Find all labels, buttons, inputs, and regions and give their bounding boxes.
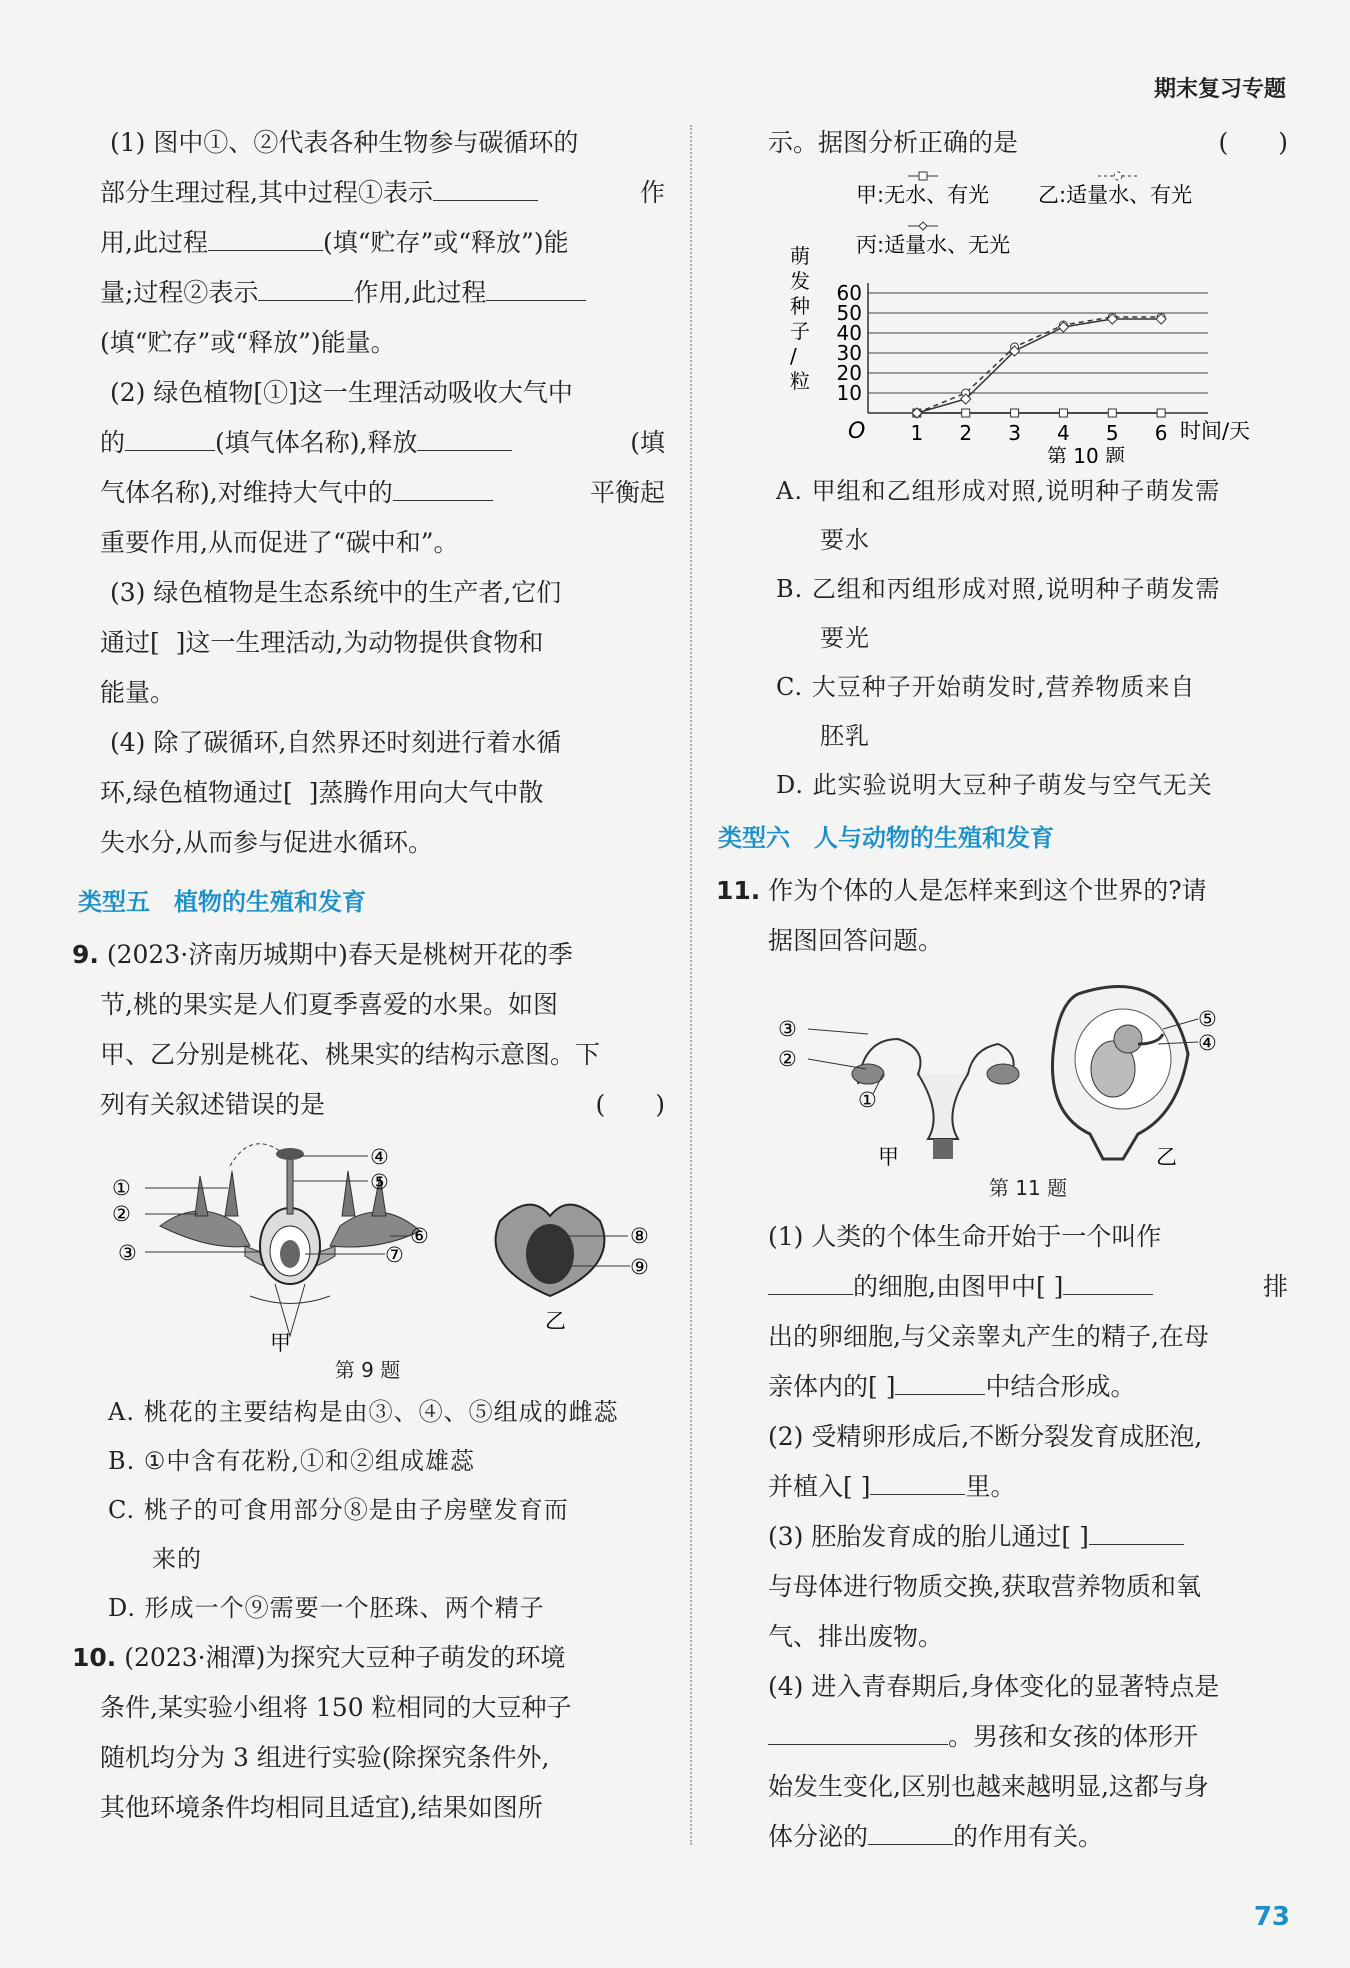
chart-ylabel: 萌发种子/粒 — [790, 244, 810, 393]
marker-5: ⑤ — [370, 1170, 389, 1194]
question-8-part-2: (2) 绿色植物[①]这一生理活动吸收大气中 的 (填气体名称),释放 (填 气体名称),对维持大气中的 平衡起 重要作用,从而促进了“碳中和”。 — [100, 378, 665, 557]
x-tick-label: 5 — [1105, 421, 1119, 445]
x-tick-label: 2 — [959, 421, 973, 445]
x-tick-label: 4 — [1057, 421, 1070, 445]
figure-9-caption: 第 9 题 — [334, 1358, 401, 1382]
y-tick-label: 30 — [836, 341, 862, 365]
reproductive-system-diagram — [768, 974, 1288, 1174]
question-8-part-3: (3) 绿色植物是生态系统中的生产者,它们 通过[ ]这一生理活动,为动物提供食物和 能量。 — [100, 578, 562, 707]
column-divider — [690, 125, 692, 1845]
label-yi: 乙 — [1156, 1145, 1177, 1169]
option-a[interactable]: A. 甲组和乙组形成对照,说明种子萌发需 要水 — [776, 477, 1221, 554]
label-jia: 甲 — [270, 1331, 291, 1355]
y-tick-label: 60 — [836, 281, 862, 305]
option-d[interactable]: D. 形成一个⑨需要一个胚珠、两个精子 — [108, 1594, 545, 1622]
chart-series — [912, 313, 1166, 418]
option-c[interactable]: C. 大豆种子开始萌发时,营养物质来自 胚乳 — [776, 673, 1196, 750]
question-9-options — [100, 1388, 665, 1633]
marker-2: ② — [112, 1202, 131, 1226]
data-point — [962, 409, 970, 417]
marker-4: ④ — [1198, 1031, 1217, 1055]
figure-10-chart — [768, 168, 1288, 463]
y-tick-label: 50 — [836, 301, 862, 325]
marker-5: ⑤ — [1198, 1007, 1217, 1031]
question-10-options — [768, 467, 1288, 810]
question-11-parts: (1) 人类的个体生命开始于一个叫作 的细胞,由图甲中[ ] 排 出的卵细胞,与父亲睾丸产生的精子,在母 亲体内的[ ] 中结合形成。 (2) 受精卵形成后,不断分裂发育成胚泡, 并植入[ ] 里。 (3) 胚胎发育成的胎儿通过[ ] 与母体进行物质交换,获取营养物质和氧 气、排出废物。 (4) 进入青春期后,身体变化的显著特点是 。男孩和女孩的体形开 始发生变化,区别也越来越明显,这都与身 体分泌的 的作用有关。 — [768, 1222, 1288, 1851]
answer-bracket: ( ) — [595, 1090, 665, 1119]
marker-2: ② — [778, 1047, 797, 1071]
marker-9: ⑨ — [630, 1255, 649, 1279]
label-yi: 乙 — [545, 1309, 566, 1333]
figure-11 — [768, 974, 1288, 1174]
legend-bing: 丙:适量水、无光 — [856, 233, 1011, 257]
chart-xlabel: 时间/天 — [1180, 419, 1251, 443]
y-tick-label: 20 — [836, 361, 862, 385]
series-line-2 — [917, 317, 1161, 413]
data-point — [1011, 409, 1019, 417]
option-a[interactable]: A. 桃花的主要结构是由③、④、⑤组成的雌蕊 — [108, 1398, 619, 1426]
data-point — [1157, 409, 1165, 417]
right-column: 示。据图分析正确的是 ( ) 10 20 30 40 50 60 1 2 3 4 5 6 第 10 题 O 时间/天 萌发种子/粒 甲:无水、有光 乙:适量水、有光 丙:适量水、无光 A. 甲组和乙组形成对照,说明种子萌发需 要水 B. 乙组和丙组形成对照,说明种子萌发需 要光 C. 大豆种子开始萌发时,营养物质来自 胚乳 D. 此实验说明大豆种子萌发与空气无关 类型六 人与动物的生殖和发育 11. 作为个体的人是怎样来到这个世界的?请 据图回答问题。 ③ ② ① 甲 ⑤ ④ 乙 第 11 题 (1) 人类的个体生命开始于一个叫作 的细胞,由图甲中[ ] 排 出的卵细胞,与父亲睾丸产生的精子,在母 亲体内的[ ] 中结合形成。 (2) 受精卵形成后,不断分裂发育成胚泡, 并植入[ ] 里。 (3) 胚胎发育成的胎儿通过[ ] 与母体进行物质交换,获取营养物质和氧 气、排出废物。 (4) 进入青春期后,身体变化的显著特点是 。男孩和女孩的体形开 始发生变化,区别也越来越明显,这都与身 体分泌的 的作用有关。 — [768, 118, 1288, 1862]
data-point — [1108, 409, 1116, 417]
section-heading-5: 类型五 植物的生殖和发育 — [78, 888, 366, 916]
marker-8: ⑧ — [630, 1224, 649, 1248]
germination-line-chart — [768, 168, 1288, 463]
figure-9 — [100, 1136, 665, 1356]
marker-7: ⑦ — [385, 1243, 404, 1267]
page-header: 期末复习专题 — [1153, 77, 1286, 102]
legend-jia: 甲:无水、有光 — [856, 183, 990, 207]
option-d[interactable]: D. 此实验说明大豆种子萌发与空气无关 — [776, 771, 1213, 799]
y-tick-label: 10 — [836, 381, 862, 405]
marker-3: ③ — [118, 1241, 137, 1265]
question-8-part-1: (1) 图中①、②代表各种生物参与碳循环的 部分生理过程,其中过程①表示 作 用,此过程 (填“贮存”或“释放”)能 量;过程②表示 作用,此过程 (填“贮存”或“释放”)能量。 — [100, 128, 665, 357]
x-tick-label: 6 — [1154, 421, 1168, 445]
option-c[interactable]: C. 桃子的可食用部分⑧是由子房壁发育而 来的 — [108, 1496, 569, 1573]
answer-bracket: ( ) — [1218, 128, 1288, 157]
data-point — [1059, 409, 1067, 417]
marker-6: ⑥ — [410, 1224, 429, 1248]
left-column — [72, 118, 665, 1833]
flower-fruit-diagram — [100, 1136, 665, 1356]
chart-legend — [856, 172, 1192, 257]
x-tick-label: 1 — [910, 421, 924, 445]
chart-grid — [868, 283, 1208, 413]
question-10: 10. (2023·湘潭)为探究大豆种子萌发的环境 条件,某实验小组将 150 粒相同的大豆种子 随机均分为 3 组进行实验(除探究条件外, 其他环境条件均相同且适宜),结果如图所 — [72, 1643, 572, 1822]
marker-4: ④ — [370, 1145, 389, 1169]
marker-3: ③ — [778, 1017, 797, 1041]
option-b[interactable]: B. 乙组和丙组形成对照,说明种子萌发需 要光 — [776, 575, 1221, 652]
question-11: 11. 作为个体的人是怎样来到这个世界的?请 据图回答问题。 — [716, 876, 1207, 955]
marker-1: ① — [858, 1088, 877, 1112]
section-heading-6: 类型六 人与动物的生殖和发育 — [718, 824, 1054, 852]
question-9: 9. (2023·济南历城期中)春天是桃树开花的季 节,桃的果实是人们夏季喜爱的水果。如图 甲、乙分别是桃花、桃果实的结构示意图。下 列有关叙述错误的是 ( ) — [100, 930, 665, 1130]
legend-yi: 乙:适量水、有光 — [1038, 183, 1193, 207]
page-number: 73 — [1253, 1902, 1290, 1932]
chart-caption: 第 10 题 — [1046, 444, 1126, 463]
label-jia: 甲 — [878, 1145, 899, 1169]
option-b[interactable]: B. ①中含有花粉,①和②组成雄蕊 — [108, 1447, 476, 1475]
chart-origin: O — [848, 419, 866, 444]
y-tick-label: 40 — [836, 321, 862, 345]
question-8-part-4: (4) 除了碳循环,自然界还时刻进行着水循 环,绿色植物通过[ ]蒸腾作用向大气中散 失水分,从而参与促进水循环。 — [100, 728, 562, 857]
x-tick-label: 3 — [1008, 421, 1021, 445]
marker-1: ① — [112, 1176, 131, 1200]
figure-11-caption: 第 11 题 — [988, 1176, 1068, 1200]
